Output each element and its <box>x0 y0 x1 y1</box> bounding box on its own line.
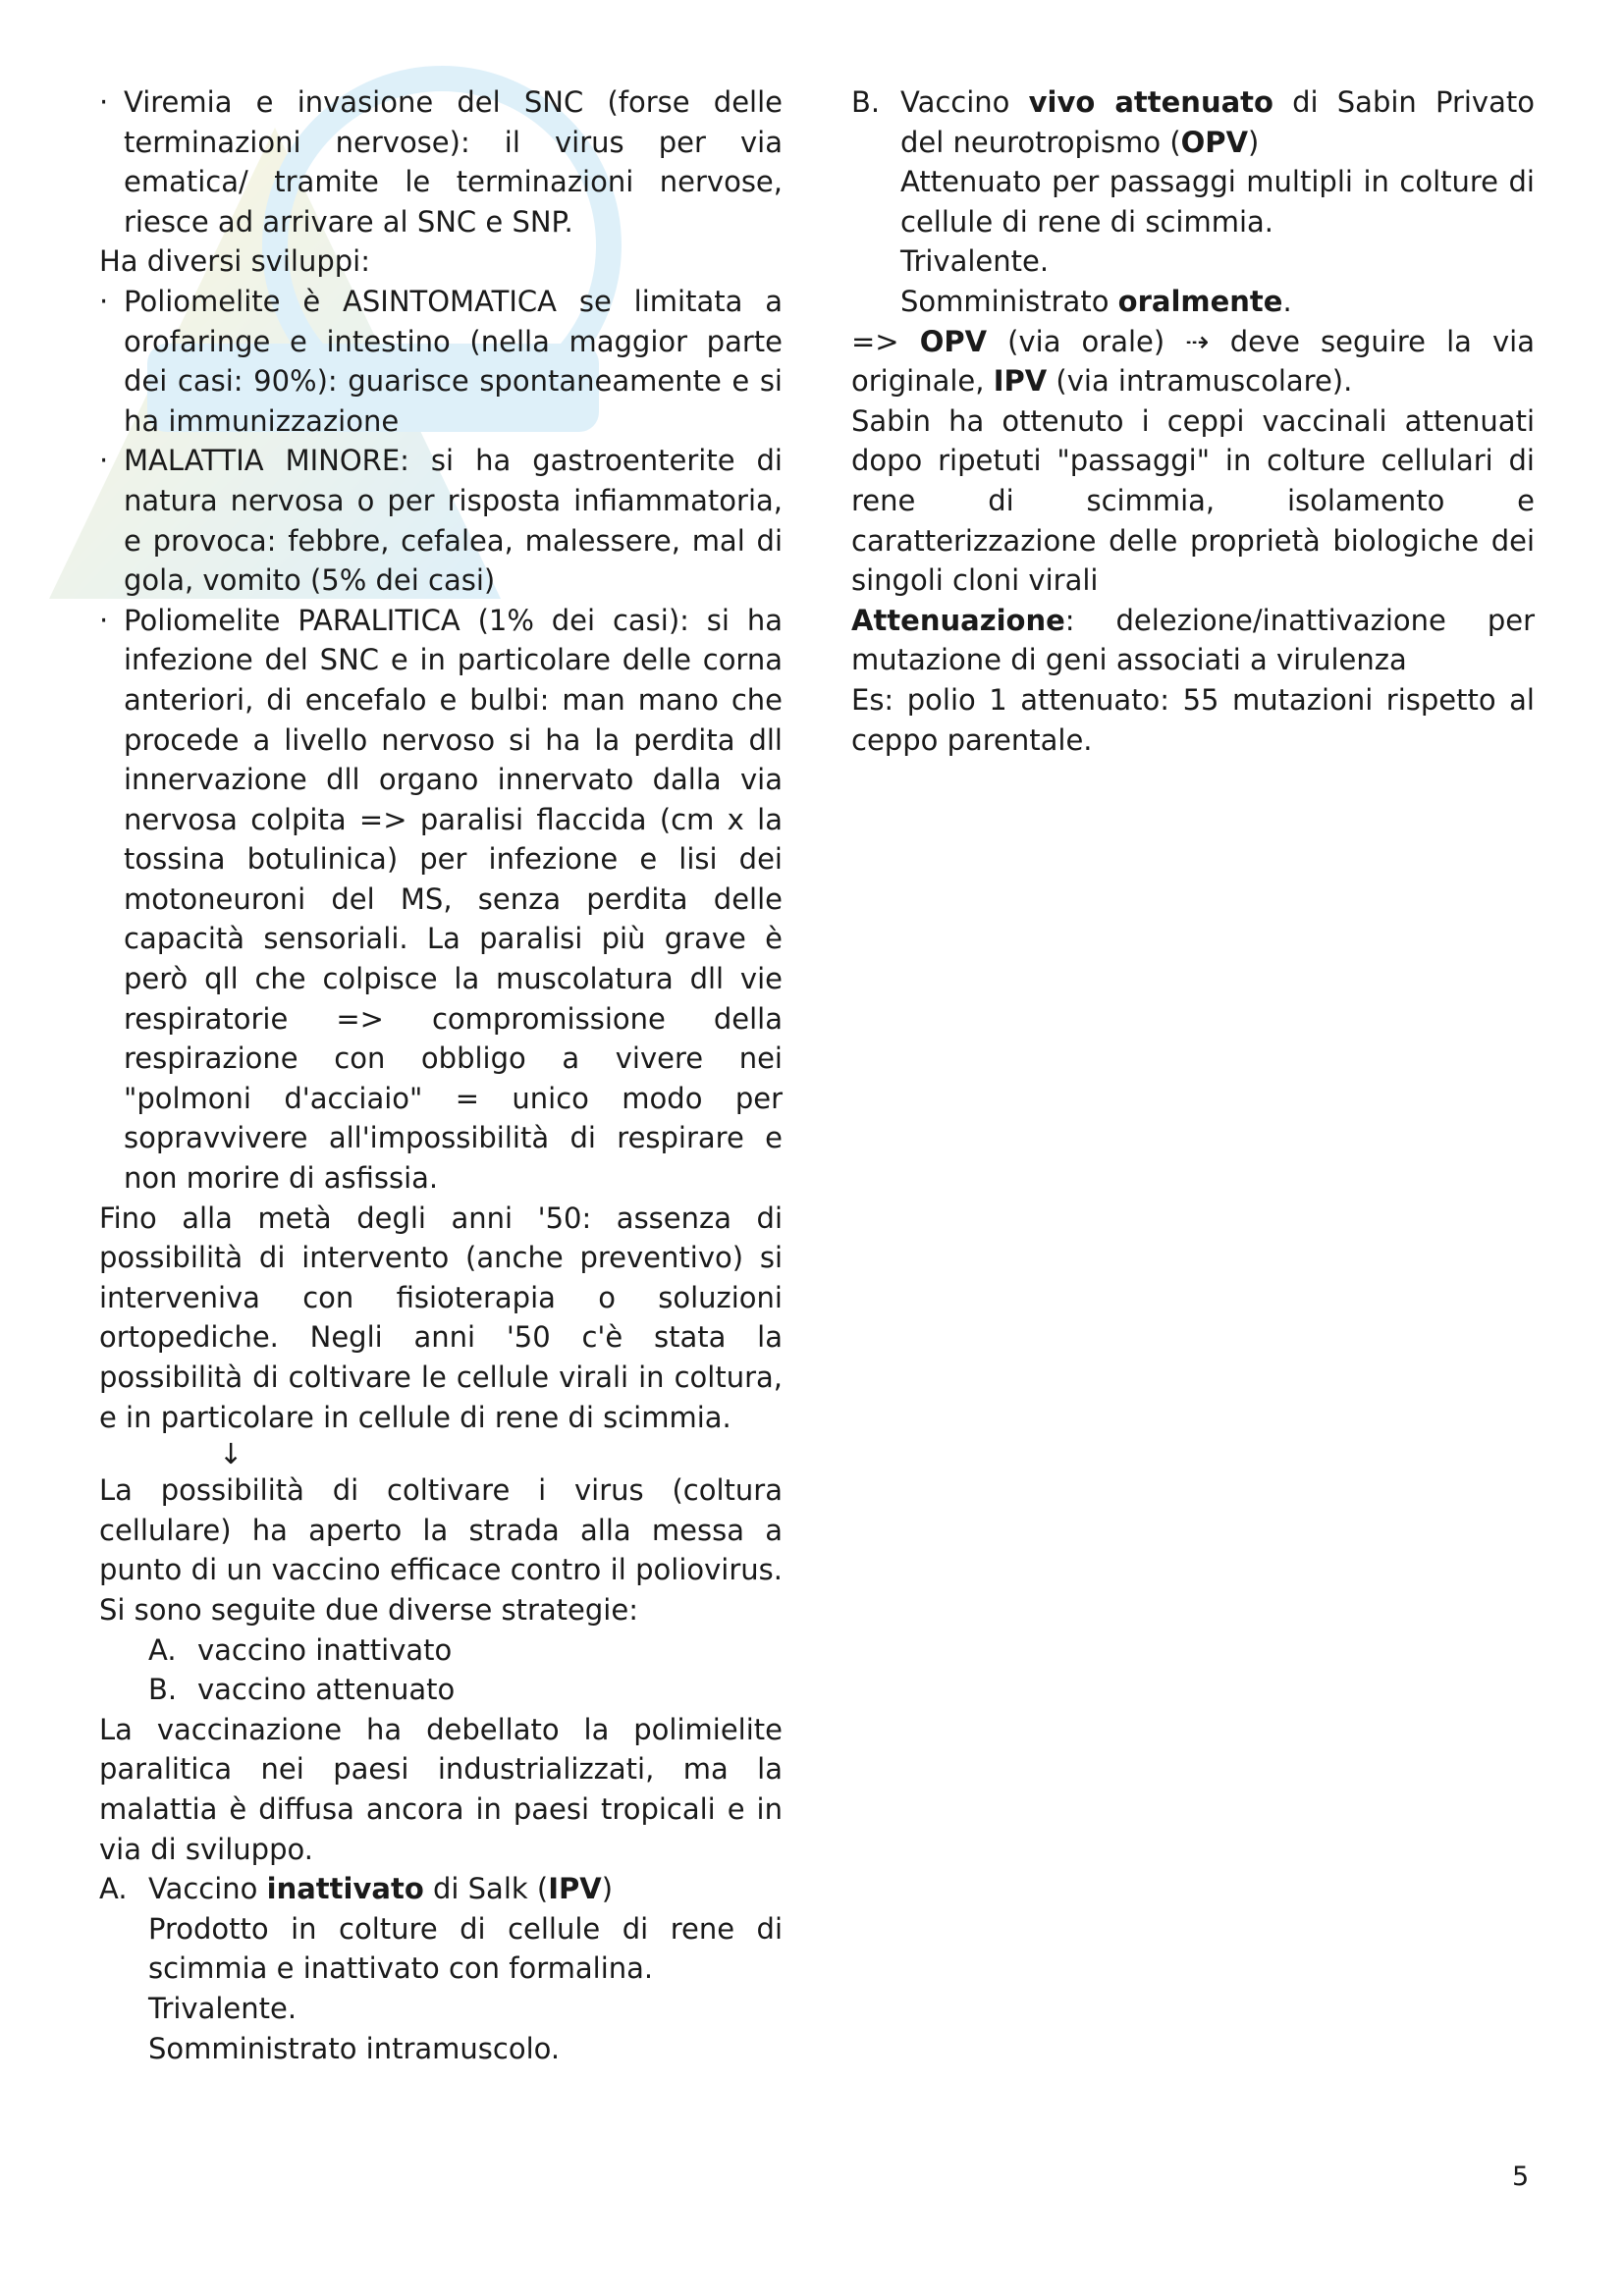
strategy-a-label: A. <box>148 1632 177 1667</box>
section-a-ipv: IPV <box>548 1872 602 1906</box>
section-b-line3 <box>851 282 1535 322</box>
paragraph-esempio: Es: polio 1 attenuato: 55 mutazioni rispetto al ceppo parentale. <box>851 682 1535 757</box>
page-number: 5 <box>1512 2162 1530 2192</box>
opv-mid: (via orale) ⇢ deve seguire la via originale, <box>851 324 1535 399</box>
section-b-line2: Trivalente. <box>900 244 1050 279</box>
paragraph-sviluppi: Ha diversi sviluppi: <box>99 244 370 279</box>
strategy-b-label: B. <box>148 1673 178 1707</box>
section-b-post: di Sabin Privato del neurotropismo ( <box>900 85 1535 159</box>
strategy-a-text: vaccino inattivato <box>197 1632 453 1667</box>
section-a-line1: Prodotto in colture di cellule di rene di scimmia e inattivato con formalina. <box>148 1911 783 1986</box>
paragraph-opv-ipv <box>851 322 1535 401</box>
section-b-line3-bold: oralmente <box>1117 284 1283 318</box>
ipv-bold: IPV <box>993 364 1048 399</box>
bullet-paralitica: · Poliomelite PARALITICA (1% dei casi): si ha infezione del SNC e in particolare delle corna anteriori, di encefalo e bulbi: man mano che procede a livello nervoso si ha la perdita dll innervazione dll organo innervato dalla via nervosa colpita => paralisi flaccida (cm x la tossina botulinica) per infezione e lisi dei motoneuroni del MS, senza perdita delle capacità sensoriali. La paralisi più grave è però qll che colpisce la muscolatura dll vie respiratorie => compromissione della respirazione con obbligo a vivere nei "polmoni d'acciaio" = unico modo per sopravvivere all'impossibilità di respirare e non morire di asfissia. <box>99 601 783 1199</box>
section-a-heading <box>99 1869 783 1909</box>
section-a-label: A. <box>99 1872 128 1906</box>
right-column <box>851 82 1535 760</box>
down-arrow-icon: ↓ <box>219 1437 244 1471</box>
section-b-line1: Attenuato per passaggi multipli in colture di cellule di rene di scimmia. <box>900 165 1535 239</box>
attenuazione-bold: Attenuazione <box>851 603 1065 637</box>
strategy-a <box>99 1630 783 1671</box>
section-b-bold: vivo attenuato <box>1028 85 1273 119</box>
strategy-b-text: vaccino attenuato <box>197 1673 456 1707</box>
section-b-end: ) <box>1248 125 1260 159</box>
section-b-pre: Vaccino <box>900 85 1029 119</box>
opv-end: (via intramuscolare). <box>1047 364 1353 399</box>
section-b-heading <box>851 82 1535 162</box>
paragraph-attenuazione <box>851 601 1535 680</box>
paragraph-possibilita: La possibilità di coltivare i virus (coltura cellulare) ha aperto la strada alla messa a punto di un vaccino efficace contro il poliovirus. Si sono seguite due diverse strategie: <box>99 1473 783 1627</box>
strategy-b <box>99 1670 783 1710</box>
bullet-asintomatica: · Poliomelite è ASINTOMATICA se limitata a orofaringe e intestino (nella maggior parte dei casi: 90%): guarisce spontaneamente e si ha immunizzazione <box>99 282 783 441</box>
section-a-mid: di Salk ( <box>423 1872 549 1906</box>
section-b-opv: OPV <box>1180 125 1249 159</box>
section-a-line2: Trivalente. <box>148 1991 298 2025</box>
paragraph-vaccinazione: La vaccinazione ha debellato la polimielite paralitica nei paesi industrializzati, ma la malattia è diffusa ancora in paesi tropicali e in via di sviluppo. <box>99 1712 783 1866</box>
section-a-pre: Vaccino <box>148 1872 267 1906</box>
section-b-line3-end: . <box>1282 284 1292 318</box>
attenuazione-rest: : delezione/inattivazione per mutazione di geni associati a virulenza <box>851 603 1535 677</box>
bullet-malattia-minore: · MALATTIA MINORE: si ha gastroenterite di natura nervosa o per risposta infiammatoria, e provoca: febbre, cefalea, malessere, mal di gola, vomito (5% dei casi) <box>99 441 783 600</box>
bullet-viremia: · Viremia e invasione del SNC (forse delle terminazioni nervose): il virus per via ematica/ tramite le terminazioni nervose, riesce ad arrivare al SNC e SNP. <box>99 82 783 241</box>
section-a-line3: Somministrato intramuscolo. <box>148 2031 561 2065</box>
left-column <box>99 82 783 2068</box>
opv-bold: OPV <box>919 324 988 358</box>
paragraph-sabin: Sabin ha ottenuto i ceppi vaccinali attenuati dopo ripetuti "passaggi" in colture cellulari di rene di scimmia, isolamento e caratterizzazione delle proprietà biologiche dei singoli cloni virali <box>851 403 1535 598</box>
paragraph-fino-anni-50: Fino alla metà degli anni '50: assenza di possibilità di intervento (anche preventivo) si interveniva con fisioterapia o soluzioni ortopediche. Negli anni '50 c'è stata la possibilità di coltivare le cellule virali in coltura, e in particolare in cellule di rene di scimmia. <box>99 1201 783 1434</box>
section-b-line3-pre: Somministrato <box>900 284 1118 318</box>
section-a-post: ) <box>601 1872 614 1906</box>
opv-pre: => <box>851 324 920 358</box>
section-b-label: B. <box>851 85 881 119</box>
section-a-bold: inattivato <box>266 1872 424 1906</box>
